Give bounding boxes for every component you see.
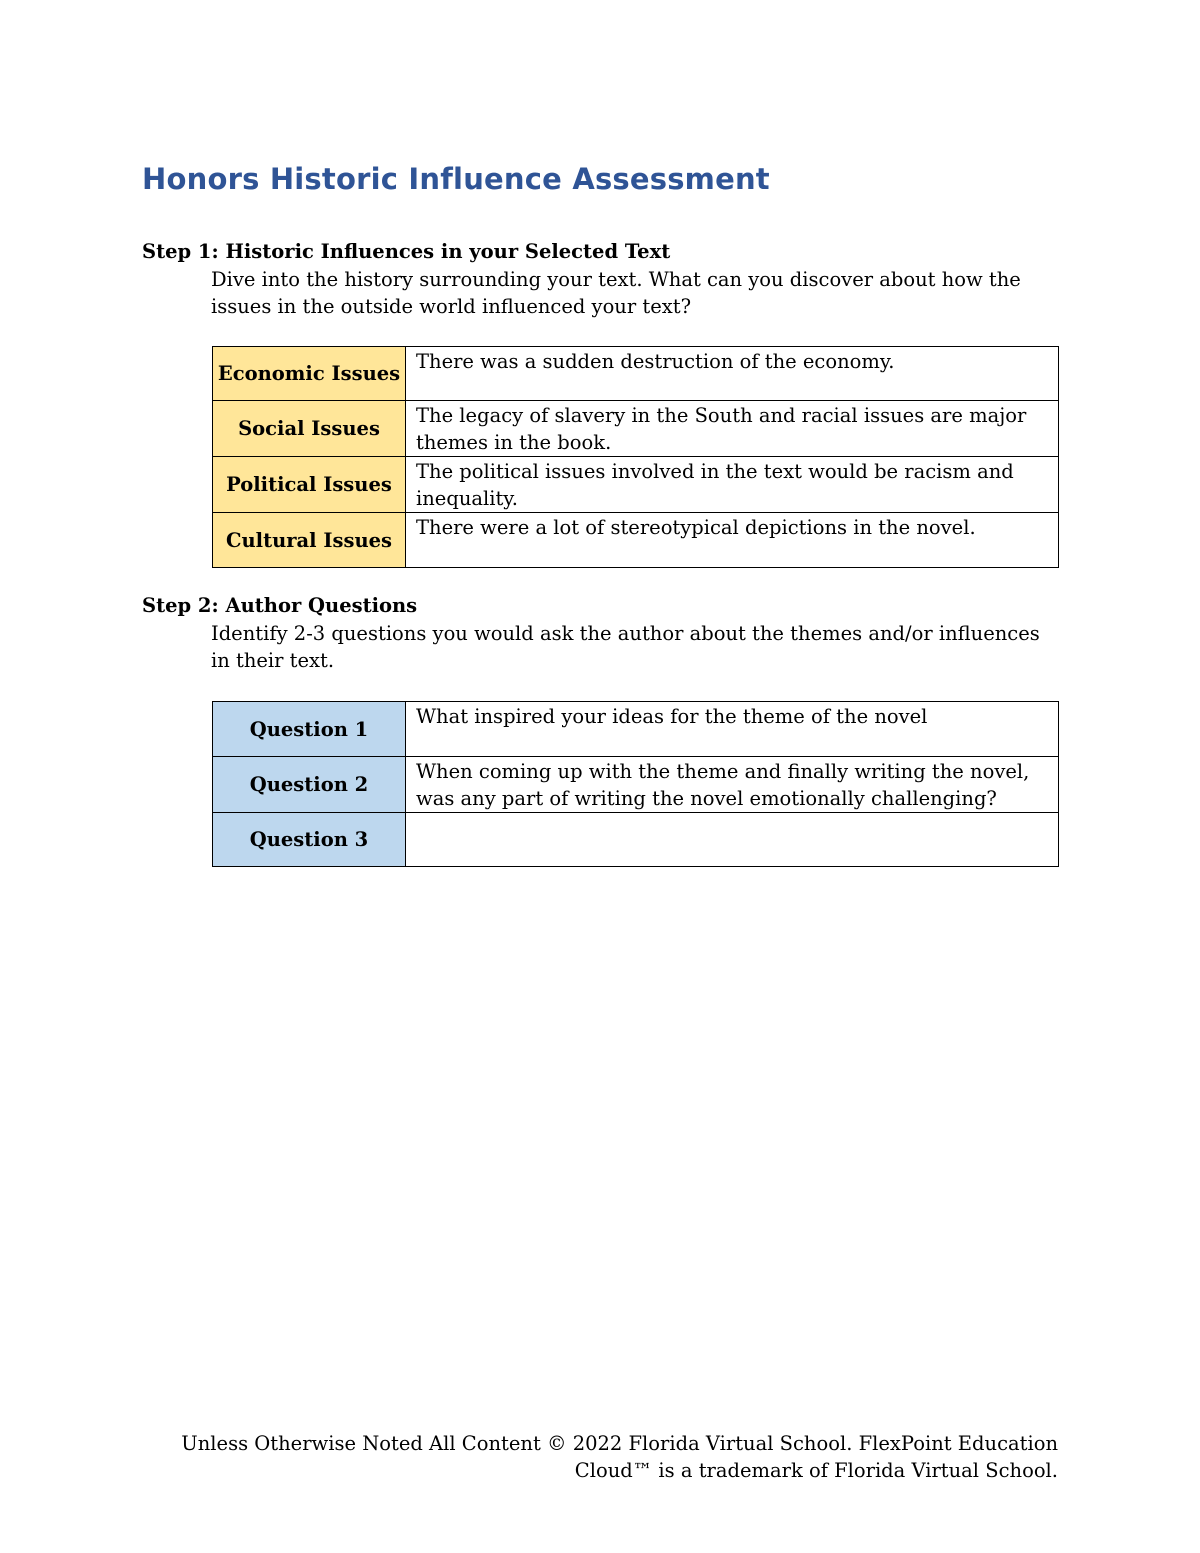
- table-row: [213, 702, 1059, 757]
- step2-heading: Step 2: Author Questions: [142, 594, 418, 617]
- question-1-answer[interactable]: What inspired your ideas for the theme of the novel: [406, 702, 1059, 757]
- table-row: [213, 813, 1059, 867]
- cultural-issues-label: Cultural Issues: [213, 513, 406, 568]
- cultural-issues-answer[interactable]: There were a lot of stereotypical depictions in the novel.: [406, 513, 1059, 568]
- table-row: [213, 401, 1059, 457]
- political-issues-label: Political Issues: [213, 457, 406, 513]
- question-3-answer[interactable]: [406, 813, 1059, 867]
- question-3-label: Question 3: [213, 813, 406, 867]
- step2-description: Identify 2-3 questions you would ask the author about the themes and/or influences in their text.: [211, 622, 1040, 672]
- table-row: [213, 457, 1059, 513]
- question-2-label: Question 2: [213, 757, 406, 813]
- social-issues-answer[interactable]: The legacy of slavery in the South and racial issues are major themes in the book.: [406, 401, 1059, 457]
- step1-description: Dive into the history surrounding your text. What can you discover about how the issues in the outside world influenced your text?: [211, 268, 1021, 318]
- page-title: Honors Historic Influence Assessment: [142, 162, 770, 196]
- table-row: [213, 347, 1059, 401]
- question-2-answer[interactable]: When coming up with the theme and finally writing the novel, was any part of writing the novel emotionally challenging?: [406, 757, 1059, 813]
- footer-line-1: Unless Otherwise Noted All Content © 2022 Florida Virtual School. FlexPoint Education: [181, 1432, 1058, 1455]
- copyright-footer: [180, 1430, 1058, 1484]
- author-questions-table: [212, 701, 1059, 867]
- table-row: [213, 757, 1059, 813]
- footer-line-2: Cloud™ is a trademark of Florida Virtual School.: [574, 1459, 1058, 1482]
- step1-heading: Step 1: Historic Influences in your Selected Text: [142, 240, 671, 263]
- social-issues-label: Social Issues: [213, 401, 406, 457]
- question-1-label: Question 1: [213, 702, 406, 757]
- economic-issues-answer[interactable]: There was a sudden destruction of the economy.: [406, 347, 1059, 401]
- table-row: [213, 513, 1059, 568]
- economic-issues-label: Economic Issues: [213, 347, 406, 401]
- historic-influences-table: [212, 346, 1059, 568]
- political-issues-answer[interactable]: The political issues involved in the text would be racism and inequality.: [406, 457, 1059, 513]
